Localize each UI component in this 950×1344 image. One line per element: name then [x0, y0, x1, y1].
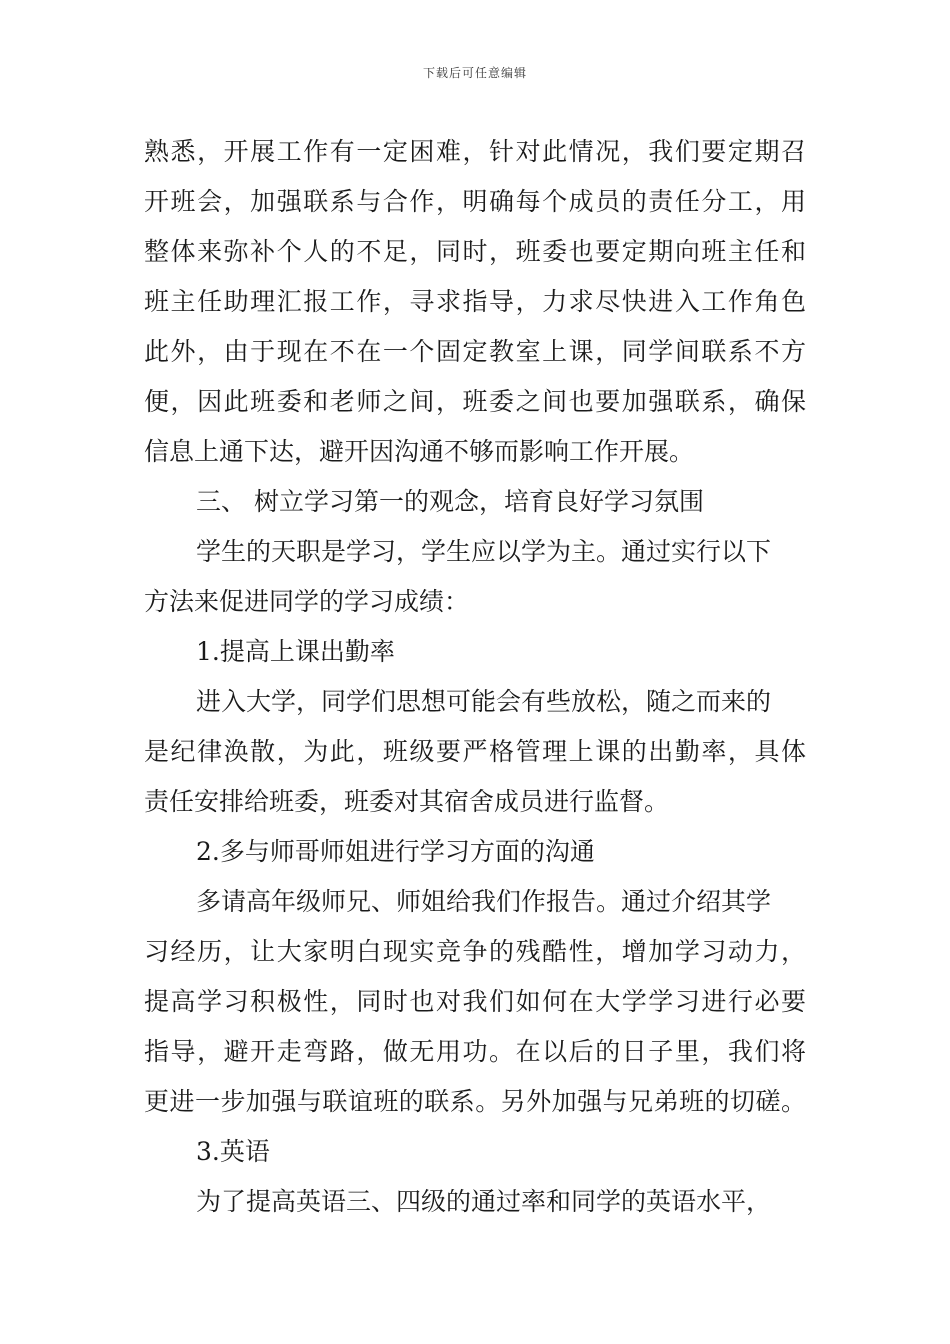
subsection-heading: 2.多与师哥师姐进行学习方面的沟通: [196, 837, 595, 866]
paragraph-line: 习经历，让大家明白现实竞争的残酷性，增加学习动力，: [144, 937, 806, 966]
paragraph-line: 更进一步加强与联谊班的联系。另外加强与兄弟班的切磋。: [144, 1087, 806, 1116]
paragraph-line: 是纪律涣散，为此，班级要严格管理上课的出勤率，具体: [144, 737, 806, 766]
paragraph-line: 多请高年级师兄、师姐给我们作报告。通过介绍其学: [196, 887, 772, 916]
header-note: 下载后可任意编辑: [422, 66, 527, 80]
paragraph-line: 方法来促进同学的学习成绩：: [144, 587, 470, 616]
paragraph-line: 开班会，加强联系与合作，明确每个成员的责任分工，用: [144, 187, 806, 216]
subsection-heading: 3.英语: [196, 1137, 270, 1166]
paragraph-line: 为了提高英语三、四级的通过率和同学的英语水平，: [196, 1187, 772, 1216]
paragraph-line: 熟悉，开展工作有一定困难，针对此情况，我们要定期召: [144, 137, 806, 166]
paragraph-line: 班主任助理汇报工作，寻求指导，力求尽快进入工作角色: [144, 287, 806, 316]
paragraph-line: 提高学习积极性，同时也对我们如何在大学学习进行必要: [144, 987, 806, 1016]
paragraph-line: 进入大学，同学们思想可能会有些放松，随之而来的: [196, 687, 772, 716]
paragraph-line: 信息上通下达，避开因沟通不够而影响工作开展。: [144, 437, 695, 466]
paragraph-line: 学生的天职是学习，学生应以学为主。通过实行以下: [196, 537, 772, 566]
body-text: [144, 127, 806, 1227]
paragraph-line: 便，因此班委和老师之间，班委之间也要加强联系，确保: [144, 387, 806, 416]
paragraph-line: 此外，由于现在不在一个固定教室上课，同学间联系不方: [144, 337, 806, 366]
section-heading: 三、 树立学习第一的观念，培育良好学习氛围: [196, 487, 704, 516]
paragraph-line: 整体来弥补个人的不足，同时，班委也要定期向班主任和: [144, 237, 806, 266]
paragraph-line: 责任安排给班委，班委对其宿舍成员进行监督。: [144, 787, 670, 816]
subsection-heading: 1.提高上课出勤率: [196, 637, 395, 666]
paragraph-line: 指导，避开走弯路，做无用功。在以后的日子里，我们将: [144, 1037, 806, 1066]
